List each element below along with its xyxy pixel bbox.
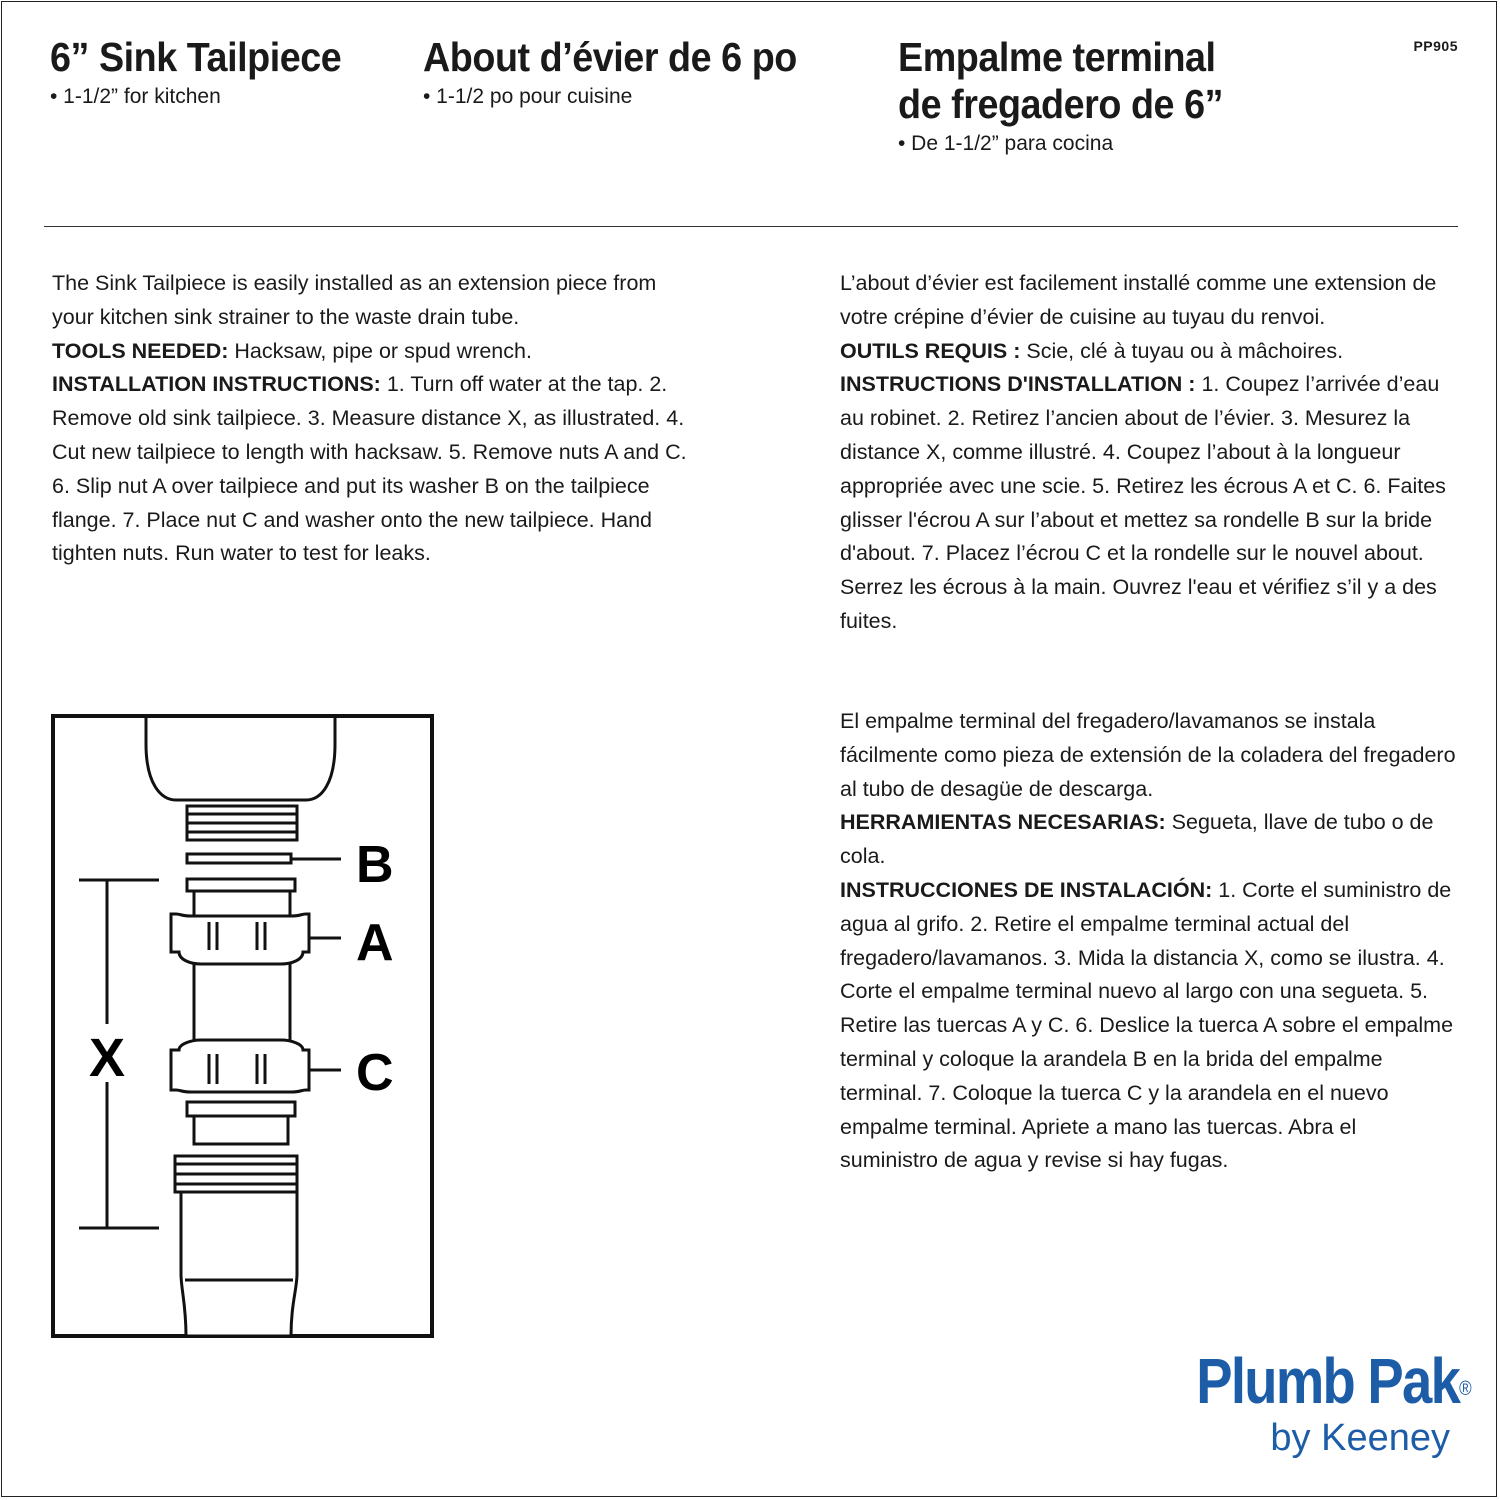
brand-name: Plumb Pak xyxy=(1196,1345,1460,1417)
brand-byline: by Keeney xyxy=(1270,1417,1450,1459)
tailpiece-flange xyxy=(187,879,295,891)
lower-coupling xyxy=(187,1102,295,1144)
strainer-thread xyxy=(187,806,297,840)
french-install-label: INSTRUCTIONS D'INSTALLATION : xyxy=(840,372,1196,397)
nut-c xyxy=(171,1040,309,1092)
english-install-text: 1. Turn off water at the tap. 2. Remove old sink tailpiece. 3. Measure distance X, as illustrated. 4. Cut new tailpiece to length with hacksaw. 5. Remove nuts A and C. 6. Slip nut A over tailpiece and put its washer B on the tailpiece flange. 7. Place nut C and washer onto the new tailpiece. Hand tighten nuts. Run water to test for leaks. xyxy=(52,372,687,566)
brand-logo xyxy=(1148,1346,1470,1460)
spanish-tools xyxy=(840,806,1460,874)
title-spanish-heading-line1: Empalme terminal xyxy=(898,34,1216,80)
title-french-heading: About d’évier de 6 po xyxy=(423,34,797,80)
drain-tube xyxy=(181,1192,297,1336)
title-spanish-sub: • De 1-1/2” para cocina xyxy=(898,132,1114,155)
label-c: C xyxy=(356,1044,394,1102)
title-spanish xyxy=(898,34,1251,156)
header-divider xyxy=(44,226,1458,227)
spanish-install xyxy=(840,874,1460,1178)
english-instructions xyxy=(52,267,692,571)
french-tools xyxy=(840,335,1460,369)
french-tools-text: Scie, clé à tuyau ou à mâchoires. xyxy=(1020,338,1344,363)
label-b: B xyxy=(356,836,394,894)
title-french xyxy=(423,34,829,109)
spanish-install-label: INSTRUCCIONES DE INSTALACIÓN: xyxy=(840,877,1213,902)
nut-a xyxy=(171,914,309,964)
sink-strainer xyxy=(146,718,335,800)
french-tools-label: OUTILS REQUIS : xyxy=(840,338,1021,363)
french-install xyxy=(840,368,1460,638)
title-english-sub: • 1-1/2” for kitchen xyxy=(50,85,221,108)
product-code: PP905 xyxy=(1413,38,1458,54)
french-intro: L’about d’évier est facilement installé comme une extension de votre crépine d’évier de cuisine au tuyau du renvoi. xyxy=(840,271,1437,329)
title-english-heading: 6” Sink Tailpiece xyxy=(50,34,342,80)
spanish-instructions xyxy=(840,705,1460,1178)
spanish-tools-label: HERRAMIENTAS NECESARIAS: xyxy=(840,810,1166,835)
label-a: A xyxy=(356,914,394,972)
english-tools-text: Hacksaw, pipe or spud wrench. xyxy=(228,338,532,363)
english-tools-label: TOOLS NEEDED: xyxy=(52,338,229,363)
english-install xyxy=(52,368,692,571)
tailpiece-diagram xyxy=(51,714,434,1338)
english-tools xyxy=(52,335,692,369)
english-install-label: INSTALLATION INSTRUCTIONS: xyxy=(52,372,381,397)
title-spanish-heading-line2: de fregadero de 6” xyxy=(898,81,1224,127)
label-x: X xyxy=(89,1028,126,1088)
spanish-install-text: 1. Corte el suministro de agua al grifo. 2. Retire el empalme terminal actual del fregadero/lavamanos. 3. Mida la distancia X, como se ilustra. 4. Corte el empalme terminal nuevo al largo con una segueta. 5. Retire las tuercas A y C. 6. Deslice la tuerca A sobre el empalme terminal y coloque la arandela B en la brida del empalme terminal. 7. Coloque la tuerca C y la arandela en el nuevo empalme terminal. Apriete a mano las tuercas. Abra el suministro de agua y revise si hay fugas. xyxy=(840,877,1454,1173)
english-intro: The Sink Tailpiece is easily installed as an extension piece from your kitchen sink strainer to the waste drain tube. xyxy=(52,271,657,329)
registered-mark: ® xyxy=(1459,1378,1470,1400)
brand-name-line xyxy=(1196,1346,1470,1416)
title-french-sub: • 1-1/2 po pour cuisine xyxy=(423,85,633,108)
french-instructions xyxy=(840,267,1460,639)
title-english xyxy=(50,34,367,109)
spanish-tools-text: Segueta, llave de tubo o de cola. xyxy=(840,810,1434,869)
drain-thread xyxy=(175,1156,297,1192)
spanish-intro: El empalme terminal del fregadero/lavamanos se instala fácilmente como pieza de extensión de la coladera del fregadero al tubo de desagüe de descarga. xyxy=(840,709,1456,801)
french-install-text: 1. Coupez l’arrivée d’eau au robinet. 2. Retirez l’ancien about de l’évier. 3. Mesurez la distance X, comme illustré. 4. Coupez l’about à la longueur appropriée avec une scie. 5. Retirez les écrous A et C. 6. Faites glisser l'écrou A sur l’about et mettez sa rondelle B sur la bride d'about. 7. Placez l’écrou C et la rondelle sur le nouvel about. Serrez les écrous à la main. Ouvrez l'eau et vérifiez s’il y a des fuites. xyxy=(840,372,1446,633)
washer-b xyxy=(187,854,291,863)
